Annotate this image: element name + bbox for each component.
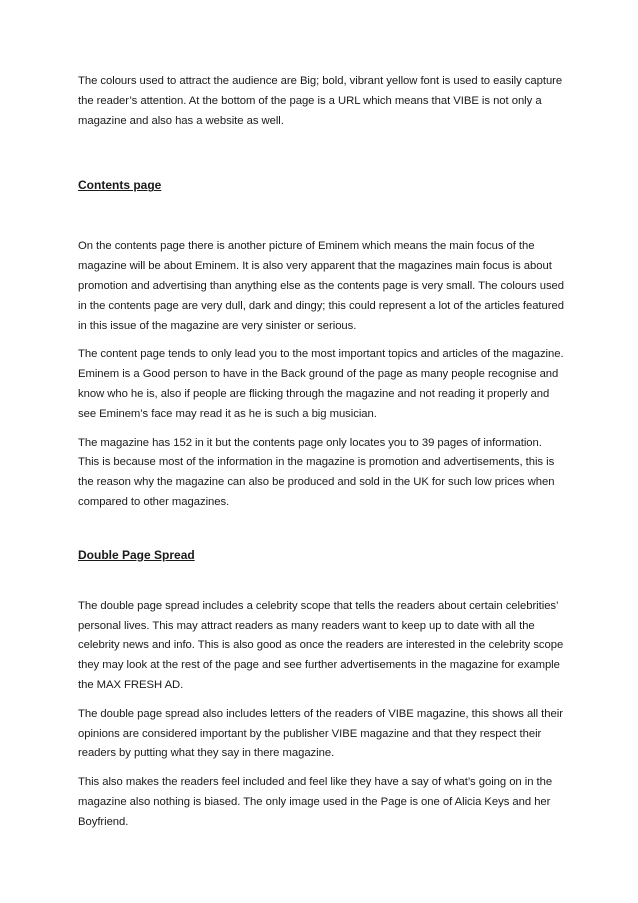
double-page-paragraph-1: The double page spread includes a celebrity scope that tells the readers about certain celebrities’ personal lives. This may attract readers as many readers want to keep up to date with all the celebrity news and info. This is also good as once the readers are interested in the celebrity scope they may look at the rest of the page and see further advertisements in the magazine for example the MAX FRESH AD. (78, 599, 564, 691)
double-page-spread-heading: Double Page Spread (78, 547, 195, 562)
intro-paragraph: The colours used to attract the audience are Big; bold, vibrant yellow font is used to easily capture the reader’s attention. At the bottom of the page is a URL which means that VIBE is not only a magazine and also has a website as well. (78, 75, 563, 127)
spacer (78, 131, 564, 175)
spacer (78, 764, 564, 773)
spacer (78, 336, 564, 345)
spacer (78, 195, 564, 237)
document-page (78, 72, 564, 833)
double-page-paragraph-2: The double page spread also includes letters of the readers of VIBE magazine, this shows all their opinions are considered important by the publisher VIBE magazine and that they respect their readers by putting what they say in there magazine. (78, 707, 563, 760)
double-page-paragraph-3: This also makes the readers feel included and feel like they have a say of what’s going on in the magazine also nothing is biased. The only image used in the Page is one of Alicia Keys and her Boyfriend. (78, 776, 553, 828)
contents-paragraph-2: The content page tends to only lead you to the most important topics and articles of the magazine. Eminem is a Good person to have in the Back ground of the page as many people recognise and know who he is, also if people are flicking through the magazine and not reading it properly and see Eminem’s face may read it as he is such a big musician. (78, 348, 564, 420)
spacer (78, 696, 564, 705)
contents-page-heading: Contents page (78, 178, 162, 193)
spacer (78, 425, 564, 434)
spacer (78, 565, 564, 597)
spacer (78, 513, 564, 545)
contents-paragraph-1: On the contents page there is another picture of Eminem which means the main focus of the magazine will be about Eminem. It is also very apparent that the magazines main focus is about promotion and advertising than anything else as the contents page is very small. The colours used in the contents page are very dull, dark and dingy; this could represent a lot of the articles featured in this issue of the magazine are very sinister or serious. (78, 240, 565, 332)
contents-paragraph-3: The magazine has 152 in it but the contents page only locates you to 39 pages of information. This is because most of the information in the magazine is promotion and advertisements, this is the reason why the magazine can also be produced and sold in the UK for such low prices when compared to other magazines. (78, 436, 555, 508)
